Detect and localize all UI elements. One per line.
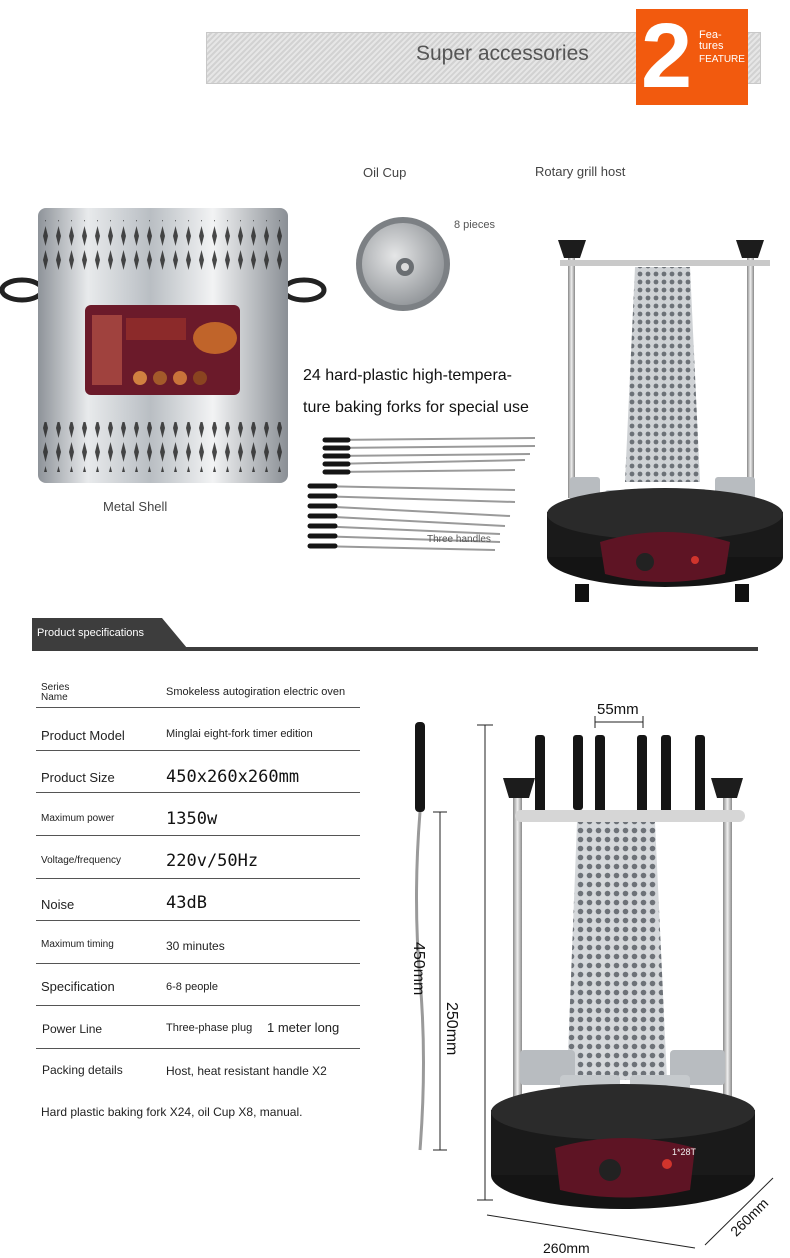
feature-caption: FEATURE — [699, 54, 745, 65]
rotary-host-caption: Rotary grill host — [535, 164, 626, 179]
oil-cup-caption: Oil Cup — [363, 165, 407, 180]
dimension-height: 450mm — [410, 942, 427, 996]
spec-packing-more: Hard plastic baking fork X24, oil Cup X8, manual. — [41, 1105, 303, 1119]
spec-value-model: Minglai eight-fork timer edition — [166, 728, 313, 740]
dimension-fork-gap: 55mm — [597, 701, 639, 718]
spec-value-series-name: Smokeless autogiration electric oven — [166, 686, 346, 698]
banner-title: Super accessories — [416, 42, 589, 65]
oil-cup-quantity: 8 pieces — [454, 219, 495, 231]
control-panel-label: 1*28T — [672, 1147, 697, 1157]
spec-row-divider — [36, 750, 360, 751]
metal-shell-caption: Metal Shell — [103, 499, 168, 514]
handles-caption: Three handles — [427, 534, 491, 545]
spec-value-size: 450x260x260mm — [166, 767, 300, 787]
spec-value-packing: Host, heat resistant handle X2 — [166, 1064, 327, 1078]
spec-value-power: 1350w — [166, 809, 218, 829]
dimension-drawing — [405, 700, 790, 1255]
spec-value-power-line: Three-phase plug — [166, 1022, 253, 1034]
spec-label-voltage: Voltage/frequency — [41, 855, 122, 866]
forks-image — [300, 430, 540, 565]
spec-label-power: Maximum power — [41, 813, 115, 824]
spec-value-power-line-length: 1 meter long — [267, 1020, 340, 1035]
spec-row-divider — [36, 878, 360, 879]
spec-row-divider — [36, 835, 360, 836]
rotary-grill-image — [540, 222, 790, 607]
spec-label-packing: Packing details — [42, 1063, 123, 1077]
spec-value-specification: 6-8 people — [166, 981, 218, 993]
feature-small-text: Fea- tures — [699, 29, 724, 52]
spec-heading-rule — [32, 647, 758, 651]
spec-label-size: Product Size — [41, 770, 115, 785]
spec-row-divider — [36, 1005, 360, 1006]
spec-value-voltage: 220v/50Hz — [166, 851, 259, 871]
dimension-width: 260mm — [543, 1240, 590, 1256]
spec-label-series-name: Series Name — [41, 682, 70, 703]
spec-label-timing: Maximum timing — [41, 939, 114, 950]
metal-shell-image — [0, 200, 330, 495]
spec-label-specification: Specification — [41, 979, 115, 994]
spec-label-power-line: Power Line — [42, 1022, 103, 1036]
spec-label-noise: Noise — [41, 897, 75, 912]
spec-row-divider — [36, 707, 360, 708]
forks-caption-line1: 24 hard-plastic high-tempera- — [303, 367, 512, 384]
spec-row-divider — [36, 1048, 360, 1049]
dimension-fork-length: 250mm — [443, 1002, 460, 1056]
spec-label-model: Product Model — [41, 728, 125, 743]
spec-heading-label: Product specifications — [37, 627, 144, 639]
forks-caption-line2: ture baking forks for special use — [303, 399, 529, 416]
spec-row-divider — [36, 963, 360, 964]
feature-number: 2 — [641, 5, 689, 107]
spec-row-divider — [36, 792, 360, 793]
spec-value-noise: 43dB — [166, 893, 207, 913]
dimension-depth: 260mm — [727, 1194, 772, 1240]
spec-value-timing: 30 minutes — [166, 939, 225, 953]
spec-row-divider — [36, 920, 360, 921]
oil-cup-image — [353, 212, 453, 312]
